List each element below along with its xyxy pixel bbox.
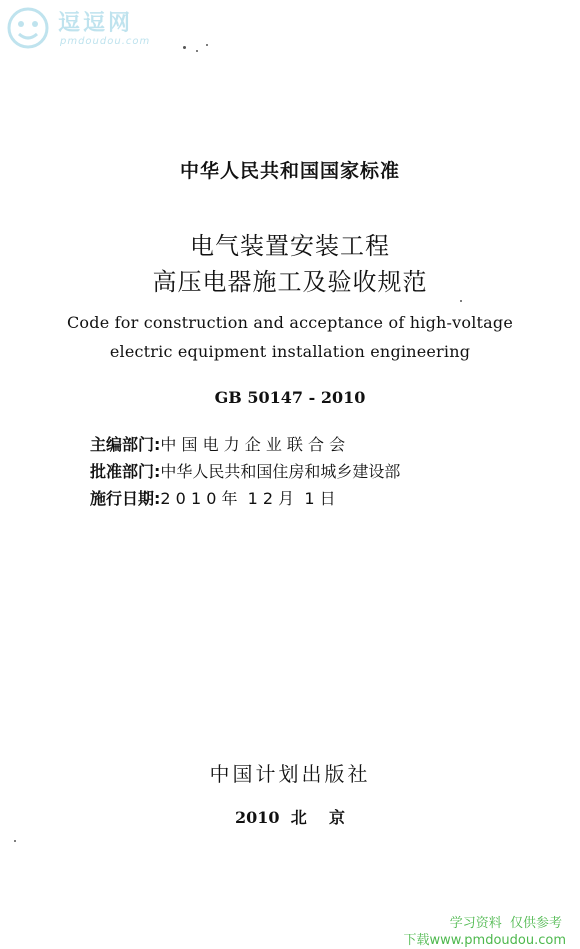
effective-date-label: 施行日期: <box>90 489 161 508</box>
scan-speck <box>183 46 186 49</box>
watermark-footer-line-1: 学习资料 仅供参考 <box>449 916 562 931</box>
approver-value: 中华人民共和国住房和城乡建设部 <box>160 462 401 481</box>
editor-label: 主编部门: <box>90 435 161 454</box>
publisher: 中国计划出版社 <box>209 762 371 786</box>
title-line-1: 电气装置安装工程 <box>190 232 390 260</box>
english-title-line-1: Code for construction and acceptance of high-voltage <box>66 313 513 332</box>
scan-speck <box>206 44 208 46</box>
publication-place: 2010 北 京 <box>235 808 345 827</box>
effective-date-row <box>90 486 336 509</box>
title-line-2: 高压电器施工及验收规范 <box>152 268 428 296</box>
scan-speck <box>460 300 462 302</box>
approver-row <box>90 459 400 482</box>
watermark-url: pmdoudou.com <box>60 36 151 47</box>
approver-label: 批准部门: <box>90 462 161 481</box>
editor-value: 中 国 电 力 企 业 联 合 会 <box>160 435 346 454</box>
english-title-line-2: electric equipment installation engineering <box>109 342 471 361</box>
scan-speck <box>196 50 198 52</box>
editor-row <box>90 432 345 455</box>
effective-date-value: 2 0 1 0 年 1 2 月 1 日 <box>160 489 336 508</box>
standard-code: GB 50147 - 2010 <box>214 388 366 407</box>
watermark-brand: 逗逗网 <box>58 11 134 36</box>
watermark-logo-icon <box>6 6 50 50</box>
watermark-footer-line-2: 下载www.pmdoudou.com <box>403 933 566 948</box>
scan-speck <box>14 840 16 842</box>
standard-type: 中华人民共和国国家标准 <box>179 160 400 182</box>
